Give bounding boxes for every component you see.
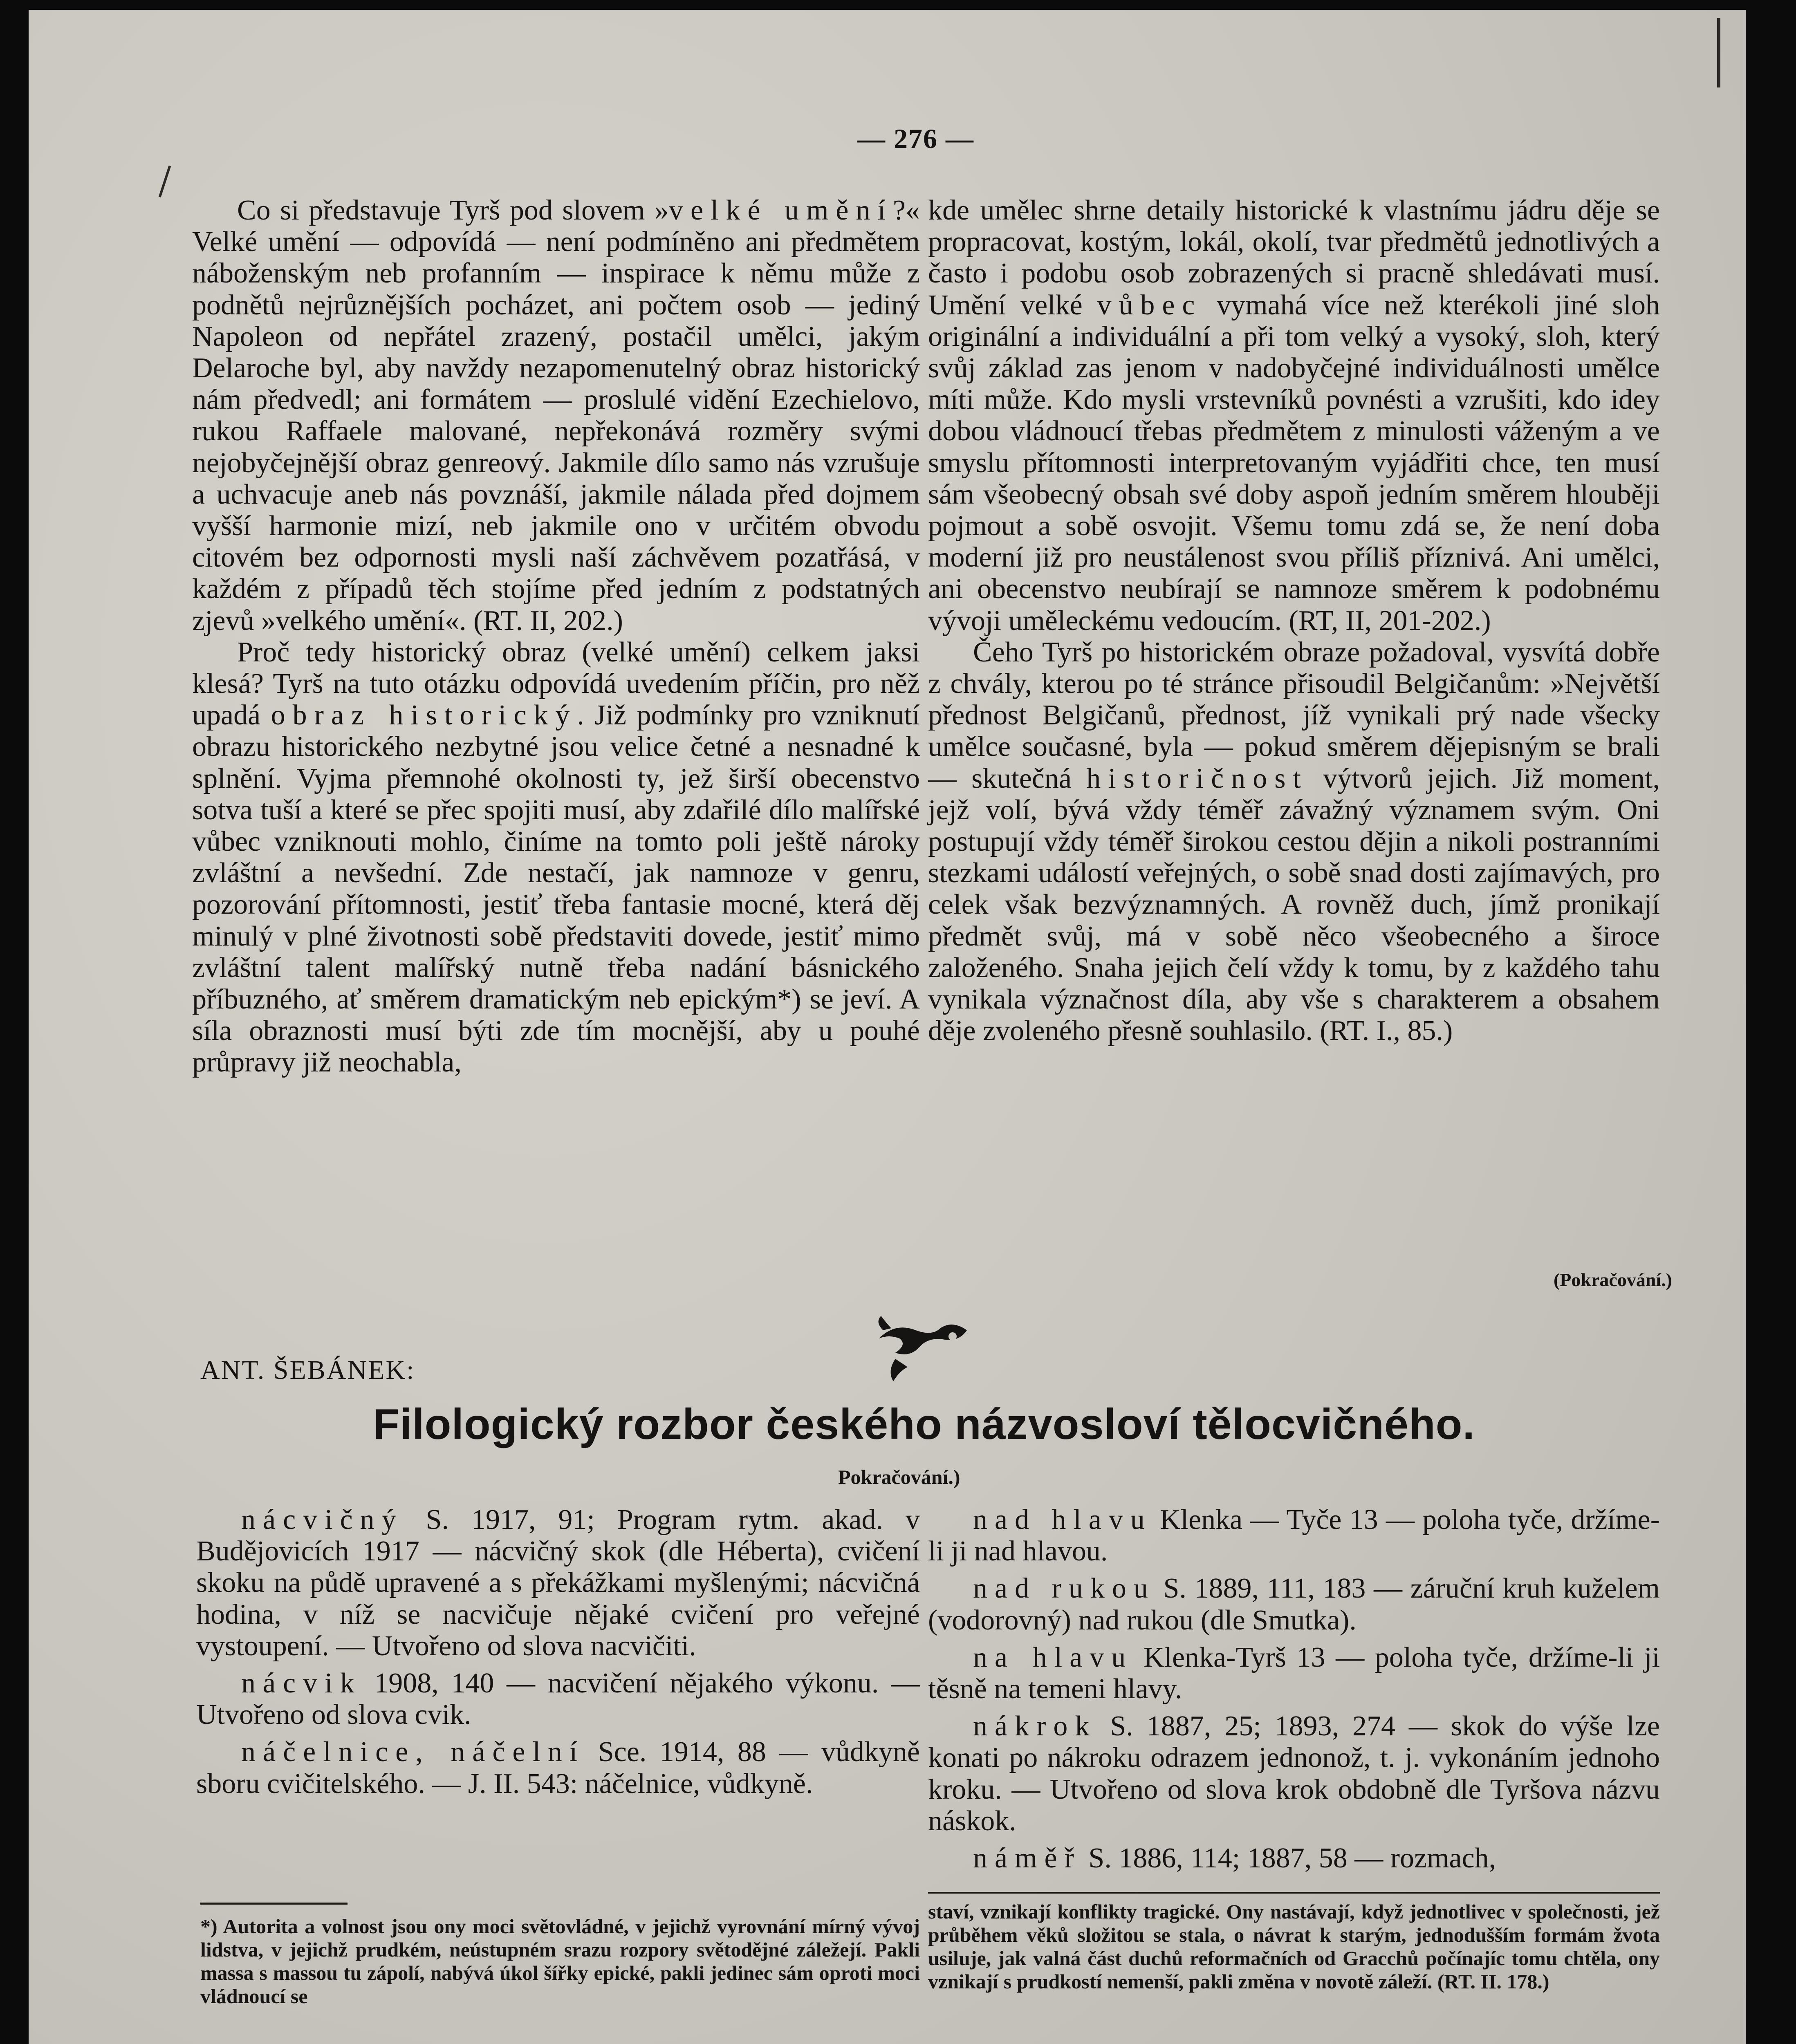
scan-scratch xyxy=(1717,18,1720,87)
floral-ornament-icon xyxy=(871,1314,973,1383)
footnote-text: *) Autorita a volnost jsou ony moci světovládné, v jejichž vyrovnání mírný vývoj lidstva, v jejichž prudkém, neústupném srazu rozpory světodějné záležejí. Pakli massa s massou tu zápolí, nabývá úkol šířky epické, pakli jedinec sám oproti moci vládnoucí se xyxy=(200,1915,920,2008)
dictionary-entry: nákrok S. 1887, 25; 1893, 274 — skok do výše lze konati po nákroku odrazem jednonož, t. j. vykonáním jednoho kroku. — Utvořeno od slova krok obdobně dle Tyršova názvu náskok. xyxy=(928,1710,1660,1837)
dictionary-entry: nad hlavu Klenka — Tyče 13 — poloha tyče, držíme-li ji nad hlavou. xyxy=(928,1504,1660,1567)
dictionary-entry: náčelnice, náčelní Sce. 1914, 88 — vůdkyně sboru cvičitelského. — J. II. 543: náčelnice, vůdkyně. xyxy=(196,1736,920,1800)
footnote-left xyxy=(200,1915,920,2008)
paragraph: kde umělec shrne detaily historické k vlastnímu jádru děje se propracovat, kostým, lokál, okolí, tvar předmětů jednotlivých a často i podobu osob zobrazených si pracně shledávati musí. Umění velké vůbec vymahá více než kterékoli jiné sloh originální a individuální a při tom velký a vysoký, sloh, který svůj základ zas jenom v nadobyčejné individuálnosti umělce míti může. Kdo mysli vrstevníků povnésti a vzrušiti, kdo idey dobou vládnoucí třebas předmětem z minulosti váženým a ve smyslu přítomnosti interpretovaným vyjádřiti chce, ten musí sám všeobecný obsah své doby aspoň jedním směrem hlouběji pojmout a sobě osvojit. Všemu tomu zdá se, že není doba moderní již pro neustálenost svou příliš příznivá. Ani umělci, ani obecenstvo neubírají se namnoze směrem k podobnému vývoji uměleckému vedoucím. (RT, II, 201-202.) xyxy=(928,195,1660,637)
right-column-top xyxy=(928,195,1660,1047)
footnote-text: staví, vznikají konflikty tragické. Ony nastávají, když jednotlivec v společnosti, jež průběhem věků složitou se stala, o návrat k starým, jednodušším formám žvota usiluje, jak valná část duchů reformačních od Gracchů počínajíc tomu chtěla, ony vznikají s prudkostí nemenší, pakli změna v novotě záleží. (RT. II. 178.) xyxy=(928,1900,1660,1993)
left-column-entries xyxy=(196,1504,920,1805)
page-number: — 276 — xyxy=(857,123,974,154)
scanned-page xyxy=(29,10,1746,2044)
footnote-right xyxy=(928,1900,1660,1993)
article-author: ANT. ŠEBÁNEK: xyxy=(200,1355,415,1385)
scan-scratch xyxy=(159,166,171,197)
right-column-entries xyxy=(928,1504,1660,1880)
left-column-top xyxy=(192,195,920,1078)
article-continuation: Pokračování.) xyxy=(838,1466,960,1488)
dictionary-entry: náměř S. 1886, 114; 1887, 58 — rozmach, xyxy=(973,1842,1496,1874)
dictionary-entry: nad rukou S. 1889, 111, 183 — záruční kruh kuželem (vodorovný) nad rukou (dle Smutka). xyxy=(928,1573,1660,1636)
paragraph: Čeho Tyrš po historickém obraze požadoval, vysvítá dobře z chvály, kterou po té stránce přisoudil Belgičanům: »Největší přednost Belgičanů, přednost, jíž vynikali prý nade všecky umělce současné, byla — pokud směrem dějepisným se brali — skutečná historičnost výtvorů jejich. Již moment, jejž volí, bývá vždy téměř závažný významem svým. Oni postupují vždy téměř širokou cestou dějin a nikoli postranními stezkami událostí veřejných, o sobě snad dosti zajímavých, pro celek však bezvýznamných. A rovněž duch, jímž pronikají předmět svůj, má v sobě něco všeobecného a široce založeného. Snaha jejich čelí vždy k tomu, by z každého tahu vynikala význačnost díla, aby vše s charakterem a obsahem děje zvoleného přesně souhlasilo. (RT. I., 85.) xyxy=(928,636,1660,1047)
dictionary-entry: nácvik 1908, 140 — nacvičení nějakého výkonu. — Utvořeno od slova cvik. xyxy=(196,1667,920,1731)
footnote-rule xyxy=(200,1903,348,1905)
paragraph: Co si představuje Tyrš pod slovem »velké umění?« Velké umění — odpovídá — není podmíněno ani předmětem náboženským neb profanním — inspirace k němu může z podnětů nejrůznějších pocházet, ani počtem osob — jediný Napoleon od nepřátel zrazený, postačil umělci, jakým Delaroche byl, aby navždy nezapomenutelný obraz historický nám předvedl; ani formátem — proslulé vidění Ezechielovo, rukou Raffaele malované, nepřekonává rozměry svými nejobyčejnější obraz genreový. Jakmile dílo samo nás vzrušuje a uchvacuje aneb nás povznáší, jakmile nálada před dojmem vyšší harmonie mizí, neb jakmile ono v určitém obvodu citovém bez odpornosti mysli naší záchvěvem pozatřásá, v každém z případů těch stojíme před jedním z podstatných zjevů »velkého umění«. (RT. II, 202.) xyxy=(192,195,920,637)
footnote-rule xyxy=(928,1892,1660,1894)
dictionary-entry: na hlavu Klenka-Tyrš 13 — poloha tyče, držíme-li ji těsně na temeni hlavy. xyxy=(928,1641,1660,1705)
paragraph: Proč tedy historický obraz (velké umění) celkem jaksi klesá? Tyrš na tuto otázku odpovídá uvedením příčin, pro něž upadá obraz historický. Již podmínky pro vzniknutí obrazu historického nezbytné jsou velice četné a nesnadné k splnění. Vyjma přemnohé okolnosti ty, jež širší obecenstvo sotva tuší a které se přec spojiti musí, aby zdařilé dílo malířské vůbec vzniknouti mohlo, činíme na tomto poli ještě nároky zvláštní a nevšední. Zde nestačí, jak namnoze v genru, pozorování přítomnosti, jestiť třeba fantasie mocné, která děj minulý v plné životnosti sobě představiti dovede, jestiť mimo zvláštní talent malířský nutně třeba nadání básnického příbuzného, ať směrem dramatickým neb epickým*) se jeví. A síla obraznosti musí býti zde tím mocnější, aby u pouhé průpravy již neochabla, xyxy=(192,636,920,1078)
dictionary-entry: nácvičný S. 1917, 91; Program rytm. akad. v Budějovicích 1917 — nácvičný skok (dle Héberta), cvičení skoku na půdě upravené a s překážkami myšlenými; nácvičná hodina, v níž se nacvičuje nějaké cvičení pro veřejné vystoupení. — Utvořeno od slova nacvičiti. xyxy=(196,1504,920,1662)
continuation-note: (Pokračování.) xyxy=(1553,1269,1672,1290)
article-title: Filologický rozbor českého názvosloví tělocvičného. xyxy=(373,1400,1475,1448)
